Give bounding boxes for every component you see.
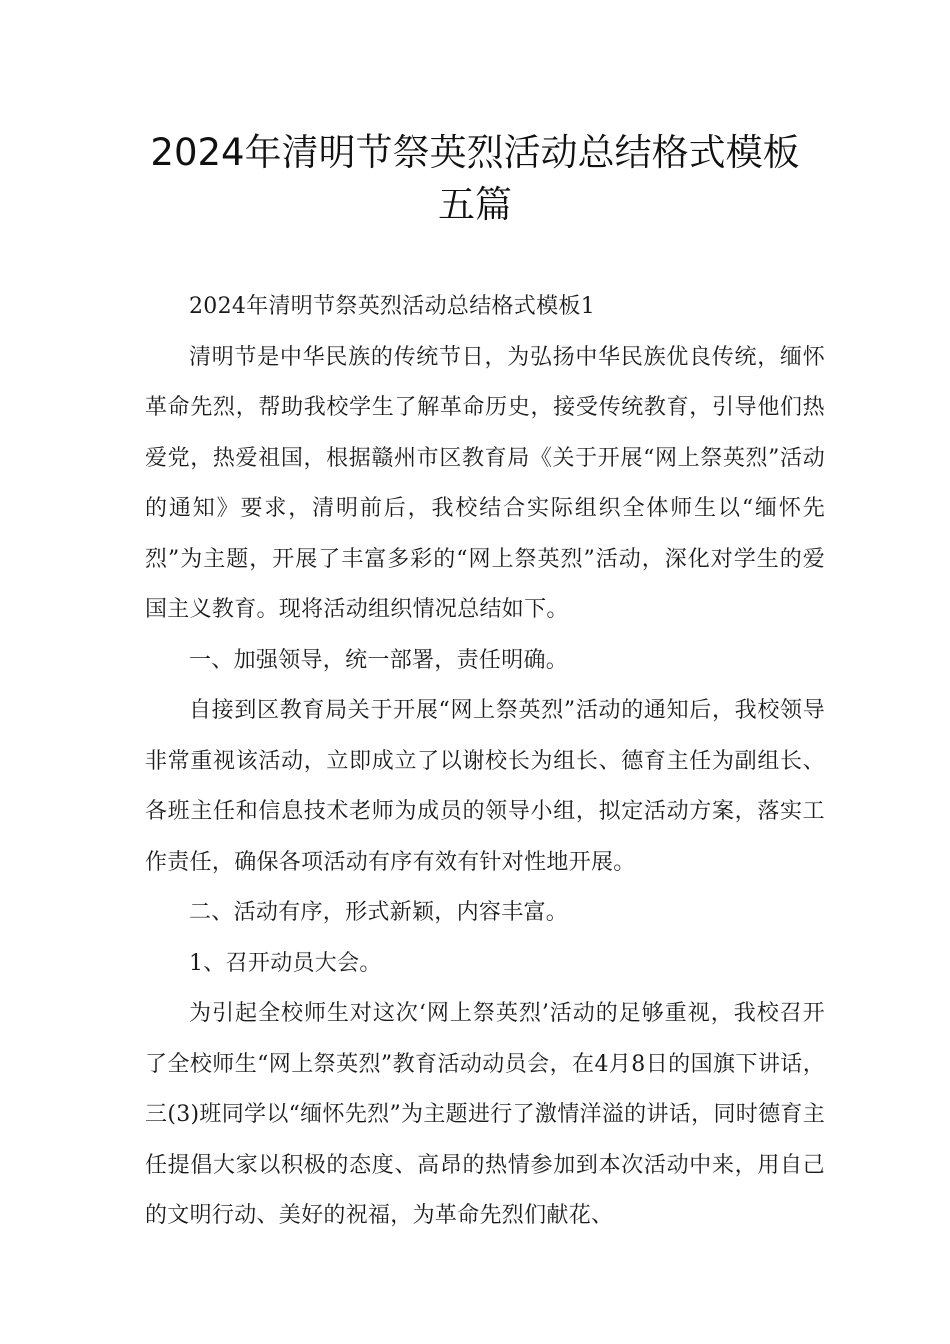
intro-paragraph: 清明节是中华民族的传统节日，为弘扬中华民族优良传统，缅怀革命先烈，帮助我校学生了解革命历史，接受传统教育，引导他们热爱党，热爱祖国，根据赣州市区教育局《关于开展“网上祭英烈”活动的通知》要求，清明前后，我校结合实际组织全体师生以“缅怀先烈”为主题，开展了丰富多彩的“网上祭英烈”活动，深化对学生的爱国主义教育。现将活动组织情况总结如下。	[145, 344, 825, 622]
document-title-line-2: 五篇	[438, 183, 512, 226]
document-title-line-1: 2024年清明节祭英烈活动总结格式模板	[150, 131, 800, 174]
leadership-paragraph: 自接到区教育局关于开展“网上祭英烈”活动的通知后，我校领导非常重视该活动，立即成立了以谢校长为组长、德育主任为副组长、各班主任和信息技术老师为成员的领导小组，拟定活动方案，落实工作责任，确保各项活动有序有效有针对性地开展。	[145, 698, 825, 875]
section-heading-leadership: 一、加强领导，统一部署，责任明确。	[189, 647, 569, 673]
subsection-heading-mobilization: 1、召开动员大会。	[189, 950, 382, 976]
section-heading-template-1: 2024年清明节祭英烈活动总结格式模板1	[189, 294, 595, 319]
document-body	[145, 282, 825, 1242]
section-heading-activities: 二、活动有序，形式新颖，内容丰富。	[189, 900, 569, 925]
mobilization-paragraph: 为引起全校师生对这次‘网上祭英烈’活动的足够重视，我校召开了全校师生“网上祭英烈”教育活动动员会，在4月8日的国旗下讲话，三(3)班同学以“缅怀先烈”为主题进行了激情洋溢的讲话，同时德育主任提倡大家以积极的态度、高昂的热情参加到本次活动中来，用自己的文明行动、美好的祝福，为革命先烈们献花、	[145, 1001, 825, 1228]
